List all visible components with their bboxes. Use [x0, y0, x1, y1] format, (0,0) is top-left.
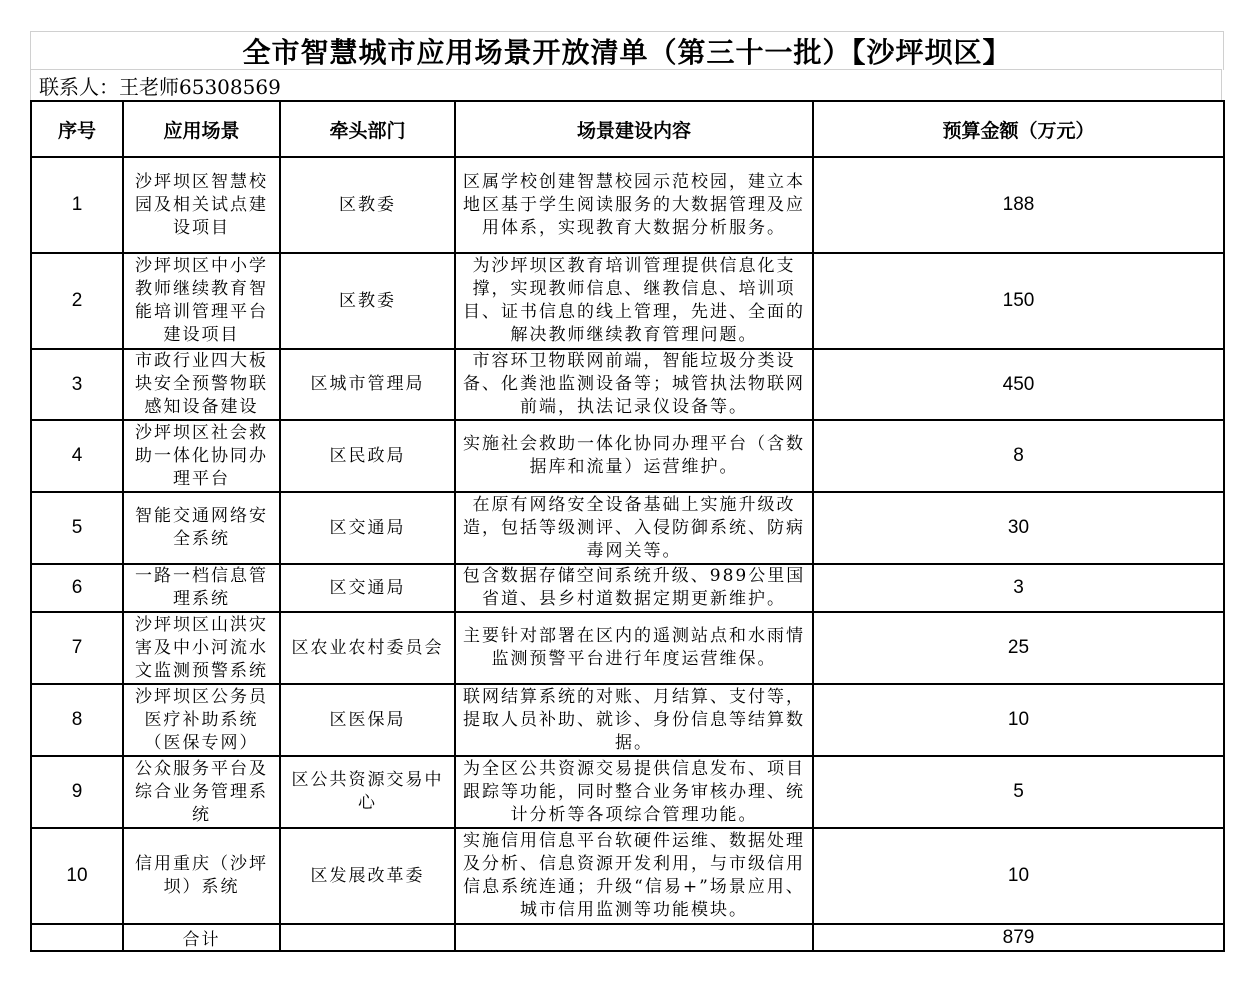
row-scene: 公众服务平台及综合业务管理系统	[123, 756, 280, 828]
row-budget: 25	[813, 612, 1224, 684]
row-budget: 10	[813, 684, 1224, 756]
row-seq: 10	[31, 828, 123, 924]
row-seq: 1	[31, 157, 123, 253]
row-budget: 3	[813, 564, 1224, 612]
total-seq-empty	[31, 924, 123, 951]
header-seq: 序号	[31, 101, 123, 157]
row-seq: 5	[31, 492, 123, 564]
row-budget: 30	[813, 492, 1224, 564]
page-title: 全市智慧城市应用场景开放清单（第三十一批）【沙坪坝区】	[30, 31, 1224, 70]
row-dept: 区农业农村委员会	[280, 612, 455, 684]
table-row	[31, 612, 1224, 684]
header-dept: 牵头部门	[280, 101, 455, 157]
row-content: 市容环卫物联网前端，智能垃圾分类设备、化粪池监测设备等；城管执法物联网前端，执法记录仪设备等。	[455, 349, 813, 420]
row-scene: 信用重庆（沙坪坝）系统	[123, 828, 280, 924]
row-content: 区属学校创建智慧校园示范校园，建立本地区基于学生阅读服务的大数据管理及应用体系，实现教育大数据分析服务。	[455, 157, 813, 253]
row-budget: 5	[813, 756, 1224, 828]
row-scene: 智能交通网络安全系统	[123, 492, 280, 564]
row-seq: 7	[31, 612, 123, 684]
row-content: 实施社会救助一体化协同办理平台（含数据库和流量）运营维护。	[455, 420, 813, 492]
row-scene: 市政行业四大板块安全预警物联感知设备建设	[123, 349, 280, 420]
row-dept: 区教委	[280, 157, 455, 253]
table-header-row	[31, 101, 1224, 157]
table-row	[31, 492, 1224, 564]
total-row	[31, 924, 1224, 951]
row-seq: 2	[31, 253, 123, 349]
row-dept: 区交通局	[280, 564, 455, 612]
row-content: 包含数据存储空间系统升级、989公里国省道、县乡村道数据定期更新维护。	[455, 564, 813, 612]
row-content: 联网结算系统的对账、月结算、支付等，提取人员补助、就诊、身份信息等结算数据。	[455, 684, 813, 756]
row-scene: 沙坪坝区社会救助一体化协同办理平台	[123, 420, 280, 492]
scenario-table	[30, 100, 1225, 952]
row-budget: 8	[813, 420, 1224, 492]
row-dept: 区公共资源交易中心	[280, 756, 455, 828]
row-budget: 450	[813, 349, 1224, 420]
total-budget: 879	[813, 924, 1224, 951]
total-dept-empty	[280, 924, 455, 951]
row-seq: 8	[31, 684, 123, 756]
row-budget: 188	[813, 157, 1224, 253]
row-seq: 4	[31, 420, 123, 492]
row-scene: 沙坪坝区中小学教师继续教育智能培训管理平台建设项目	[123, 253, 280, 349]
table-row	[31, 684, 1224, 756]
total-content-empty	[455, 924, 813, 951]
table-row	[31, 828, 1224, 924]
table-row	[31, 756, 1224, 828]
row-content: 为全区公共资源交易提供信息发布、项目跟踪等功能，同时整合业务审核办理、统计分析等各项综合管理功能。	[455, 756, 813, 828]
table-row	[31, 253, 1224, 349]
table-row	[31, 420, 1224, 492]
total-label: 合计	[123, 924, 280, 951]
header-budget: 预算金额（万元）	[813, 101, 1224, 157]
row-seq: 9	[31, 756, 123, 828]
row-dept: 区城市管理局	[280, 349, 455, 420]
row-content: 主要针对部署在区内的遥测站点和水雨情监测预警平台进行年度运营维保。	[455, 612, 813, 684]
row-seq: 3	[31, 349, 123, 420]
header-scene: 应用场景	[123, 101, 280, 157]
row-dept: 区民政局	[280, 420, 455, 492]
row-seq: 6	[31, 564, 123, 612]
row-scene: 沙坪坝区智慧校园及相关试点建设项目	[123, 157, 280, 253]
table-row	[31, 349, 1224, 420]
row-budget: 10	[813, 828, 1224, 924]
row-content: 实施信用信息平台软硬件运维、数据处理及分析、信息资源开发利用，与市级信用信息系统连通；升级“信易+”场景应用、城市信用监测等功能模块。	[455, 828, 813, 924]
row-content: 为沙坪坝区教育培训管理提供信息化支撑，实现教师信息、继教信息、培训项目、证书信息的线上管理，先进、全面的解决教师继续教育管理问题。	[455, 253, 813, 349]
row-dept: 区医保局	[280, 684, 455, 756]
row-scene: 一路一档信息管理系统	[123, 564, 280, 612]
row-dept: 区发展改革委	[280, 828, 455, 924]
row-scene: 沙坪坝区公务员医疗补助系统（医保专网）	[123, 684, 280, 756]
table-row	[31, 157, 1224, 253]
contact-info: 联系人：王老师65308569	[30, 69, 1222, 100]
row-dept: 区交通局	[280, 492, 455, 564]
row-dept: 区教委	[280, 253, 455, 349]
row-scene: 沙坪坝区山洪灾害及中小河流水文监测预警系统	[123, 612, 280, 684]
table-row	[31, 564, 1224, 612]
row-budget: 150	[813, 253, 1224, 349]
header-content: 场景建设内容	[455, 101, 813, 157]
row-content: 在原有网络安全设备基础上实施升级改造，包括等级测评、入侵防御系统、防病毒网关等。	[455, 492, 813, 564]
